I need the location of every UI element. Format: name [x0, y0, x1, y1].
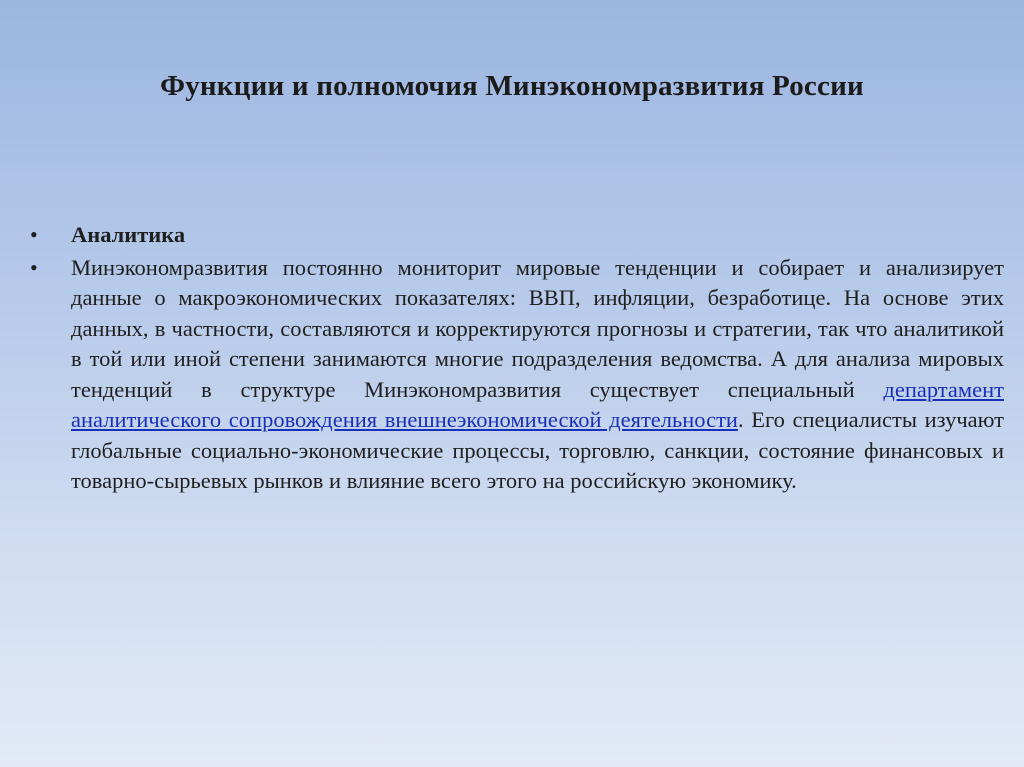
- paragraph-text-end: . Его специалисты изучают глобальные социально-экономические процессы, торговлю, санкции, состояние финансовых и товарно-сырьевых рынков и влияние всего этого на российскую экономику.: [71, 407, 1004, 493]
- bullet-item-heading: [30, 220, 1004, 251]
- bullet-dot-icon: •: [30, 222, 38, 247]
- section-heading: Аналитика: [71, 222, 186, 247]
- bullet-dot-icon: •: [30, 254, 38, 280]
- bullet-item-paragraph: [30, 253, 1004, 497]
- department-link[interactable]: департамент аналитического сопровождения внешнеэкономической деятельности: [71, 376, 1004, 432]
- slide-title: Функции и полномочия Минэкономразвития России: [160, 70, 864, 102]
- paragraph-text-start: Минэкономразвития постоянно мониторит мировые тенденции и собирает и анализирует данные о макроэкономических показателях: ВВП, инфляции, безработице. На основе этих данных, в частности, составляются и корректируются прогнозы и стратегии, так что аналитикой в той или иной степени занимаются многие подразделения ведомства. А для анализа мировых тенденций в структуре Минэкономразвития существует специальный: [71, 254, 1004, 402]
- slide-content: [30, 220, 1004, 499]
